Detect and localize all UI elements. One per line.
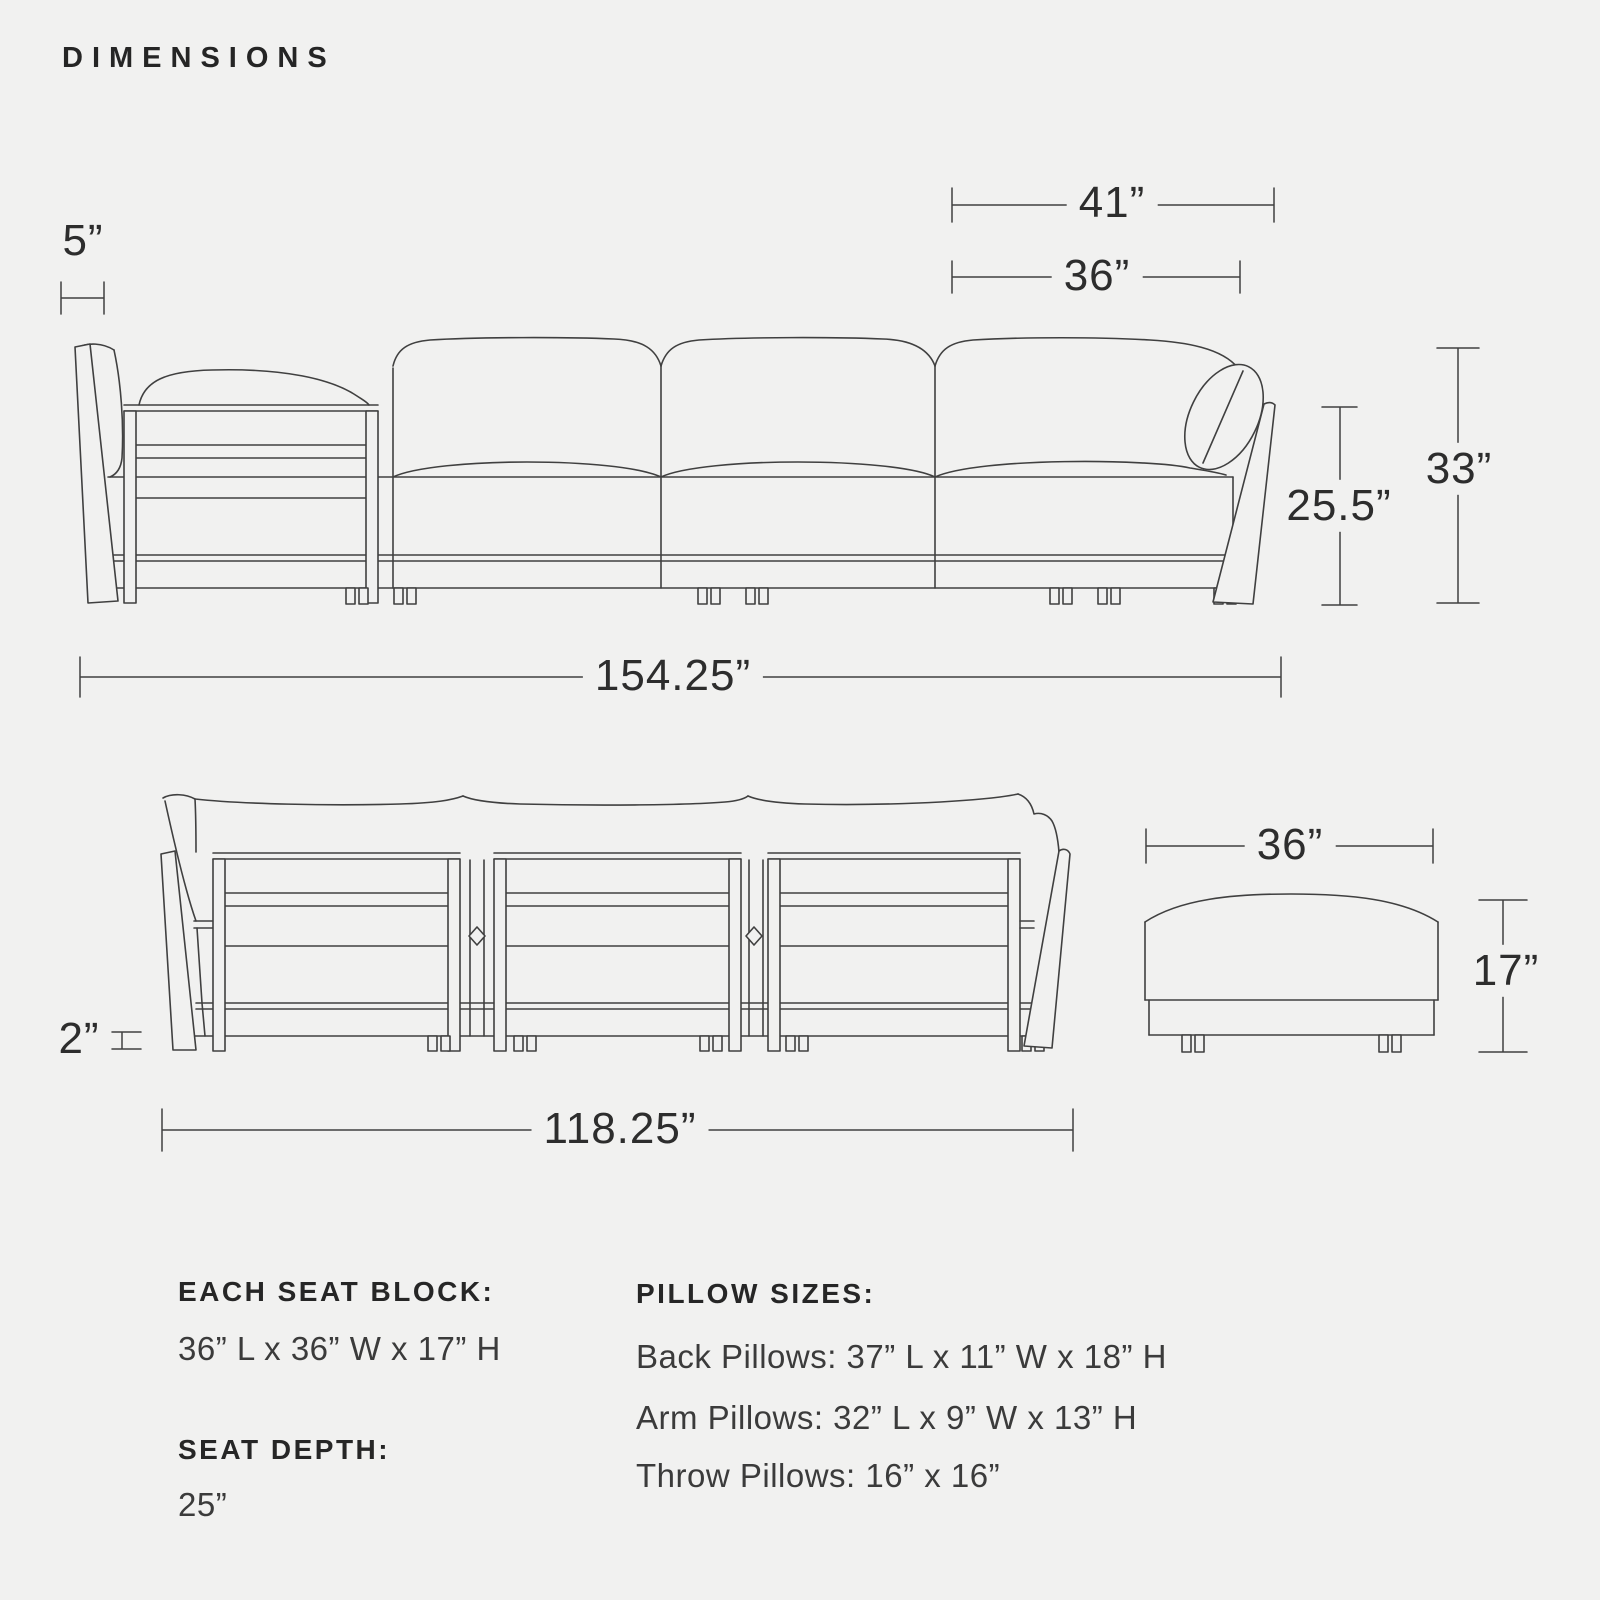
pillow-arm-row: Arm Pillows: 32” L x 9” W x 13” H bbox=[636, 1399, 1138, 1436]
dim-label-118-25in: 118.25” bbox=[532, 1103, 709, 1155]
pillow-throw-row: Throw Pillows: 16” x 16” bbox=[636, 1457, 1001, 1494]
front-feet bbox=[346, 588, 1120, 604]
dim-label-33in: 33” bbox=[1414, 443, 1505, 495]
seat-block-value: 36” L x 36” W x 17” H bbox=[178, 1330, 501, 1367]
pillow-sizes-heading: PILLOW SIZES: bbox=[636, 1278, 876, 1309]
seat-block-heading: EACH SEAT BLOCK: bbox=[178, 1276, 495, 1307]
dim-label-36in-top: 36” bbox=[1052, 250, 1143, 302]
page-title: DIMENSIONS bbox=[62, 42, 336, 74]
dim-label-36in-ottoman: 36” bbox=[1245, 819, 1336, 871]
dim-label-154-25in: 154.25” bbox=[583, 650, 763, 702]
dimension-lines bbox=[61, 188, 1527, 1151]
back-view-drawing bbox=[161, 794, 1070, 1051]
dim-label-5in: 5” bbox=[50, 215, 115, 267]
seat-depth-value: 25” bbox=[178, 1486, 228, 1523]
ottoman-feet bbox=[1182, 1035, 1401, 1052]
dim-label-2in: 2” bbox=[46, 1013, 111, 1065]
dim-label-17in: 17” bbox=[1461, 945, 1552, 997]
ottoman-drawing bbox=[1145, 894, 1438, 1052]
pillow-back-row: Back Pillows: 37” L x 11” W x 18” H bbox=[636, 1338, 1167, 1375]
dim-label-25-5in: 25.5” bbox=[1274, 480, 1403, 532]
front-view-drawing bbox=[75, 338, 1279, 604]
dim-label-41in: 41” bbox=[1067, 177, 1158, 229]
seat-depth-heading: SEAT DEPTH: bbox=[178, 1434, 391, 1465]
back-feet bbox=[428, 1036, 808, 1051]
